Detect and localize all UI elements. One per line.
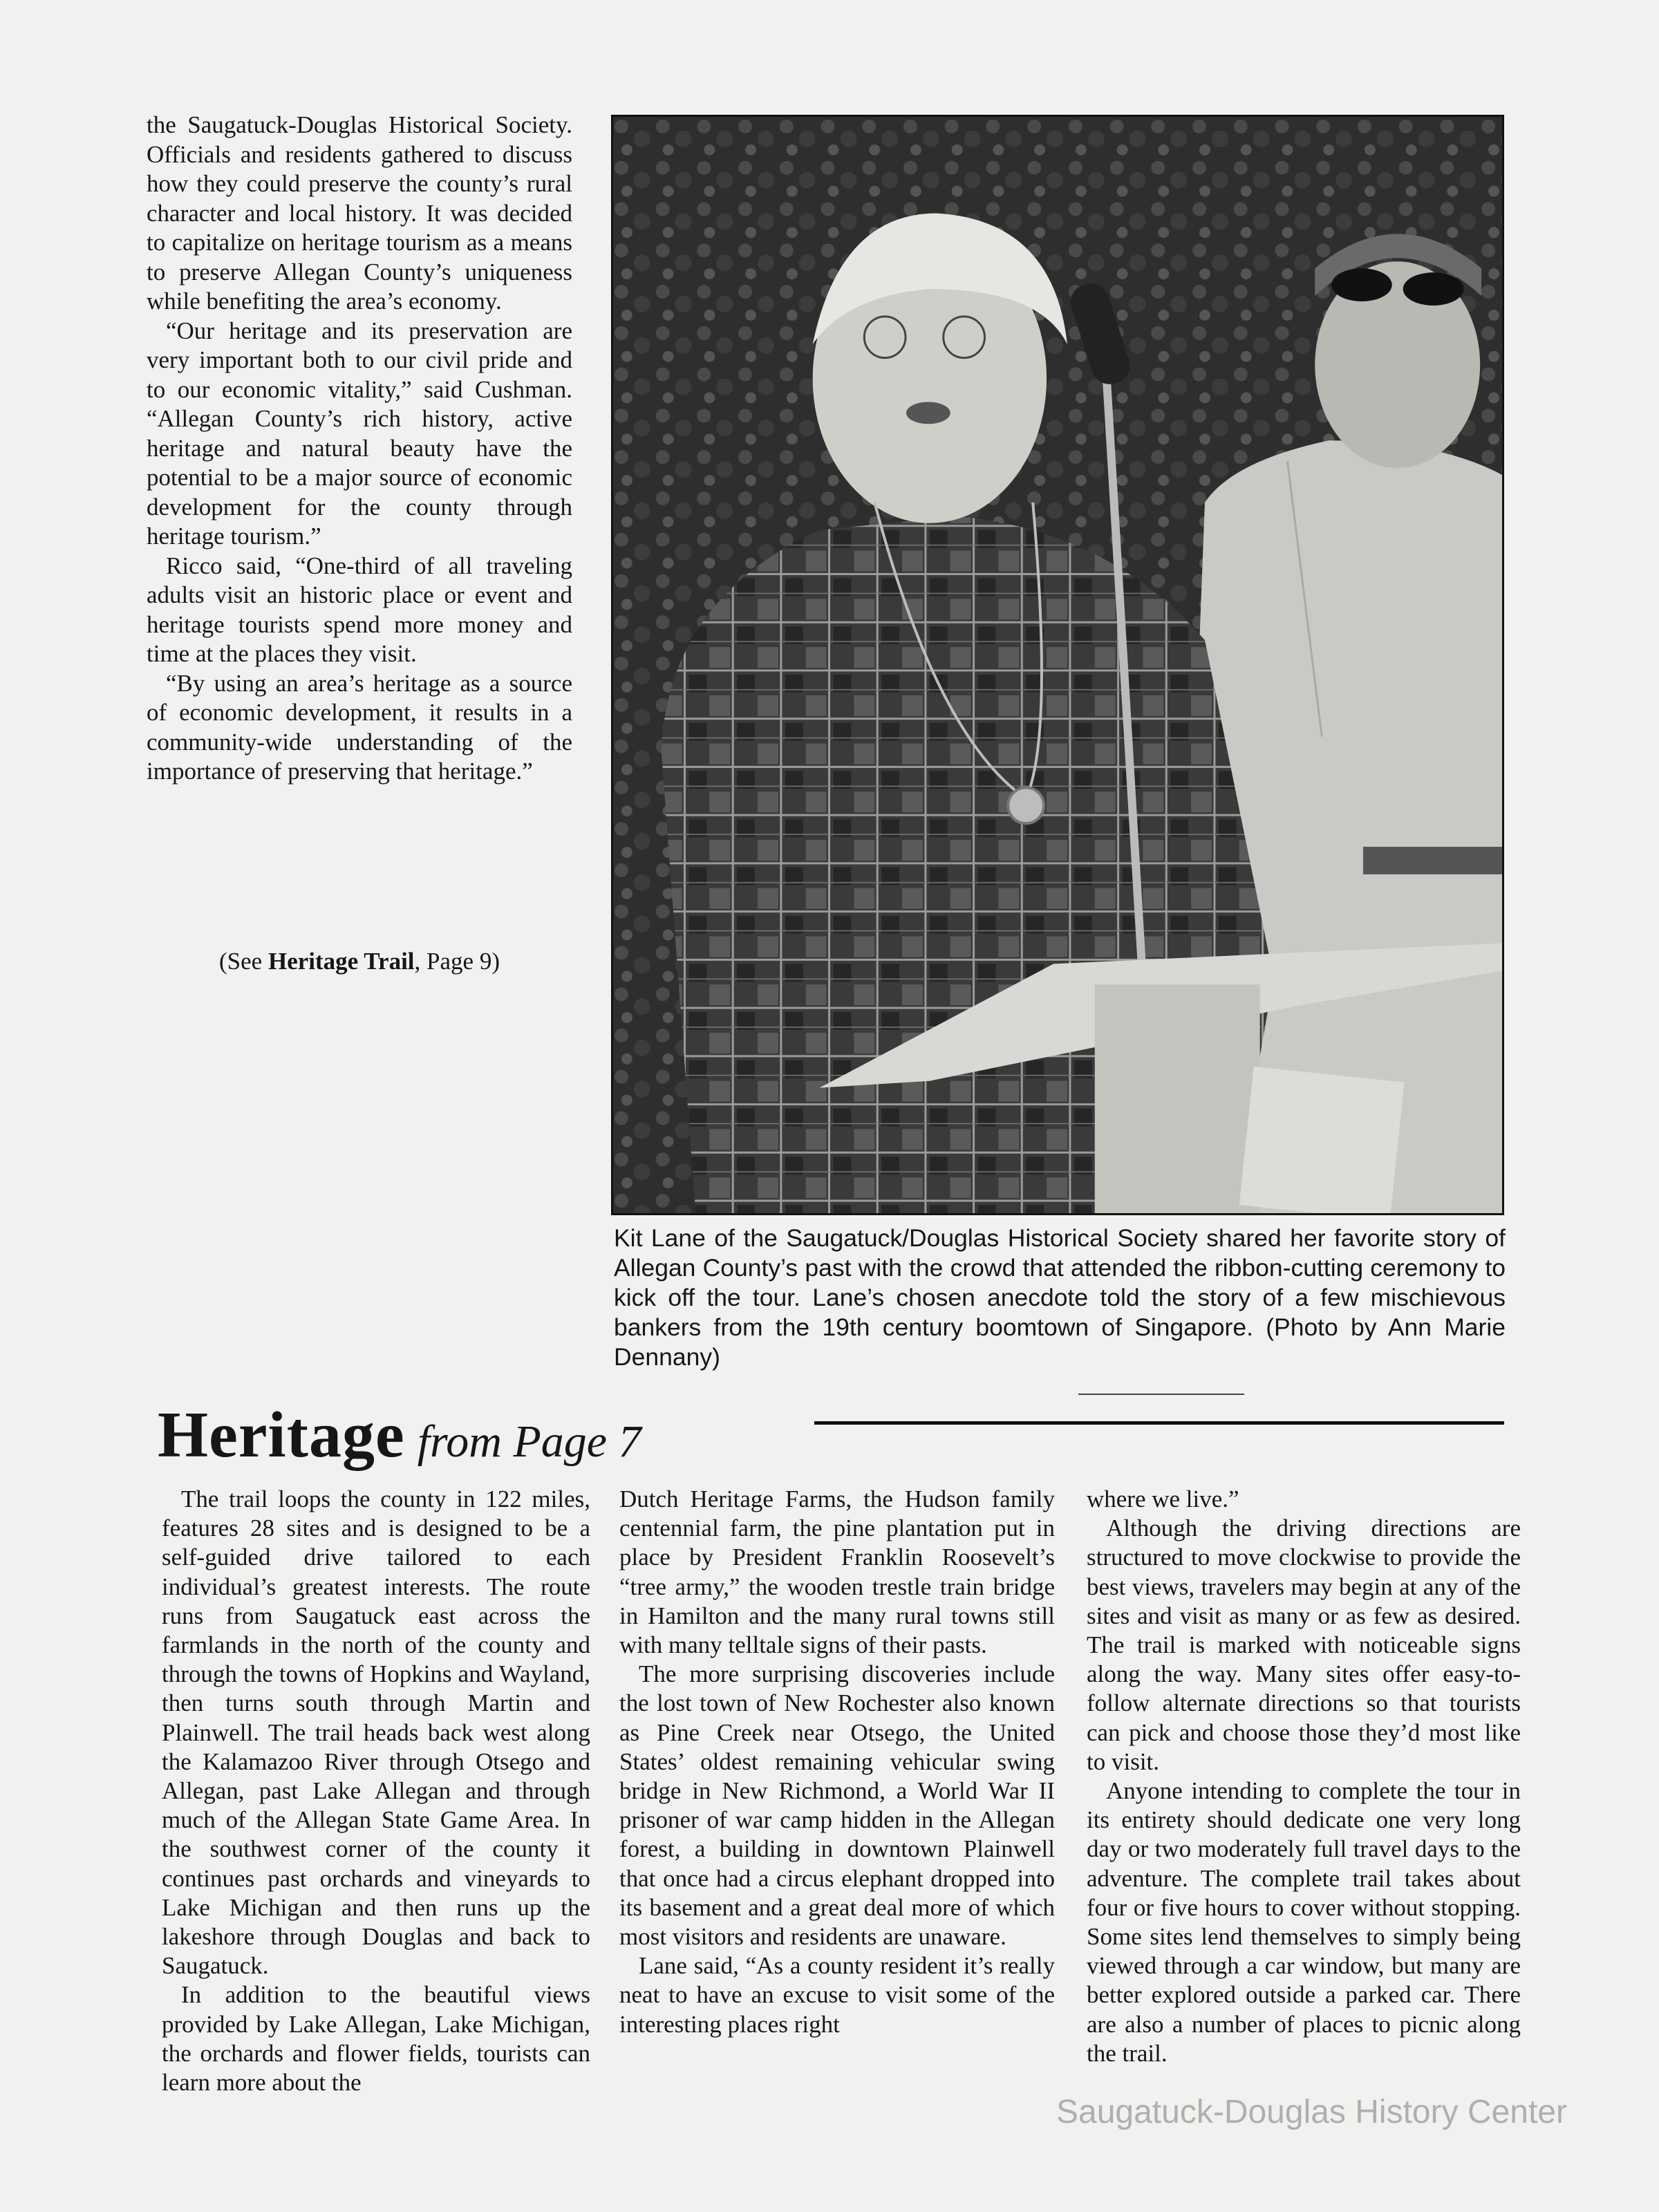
- article-paragraph: Lane said, “As a county resident it’s really neat to have an excuse to visit some of the interesting places right: [619, 1952, 1055, 2038]
- top-article-column: [147, 111, 572, 787]
- photo-caption: Kit Lane of the Saugatuck/Douglas Historical Society shared her favorite story of Allegan County’s past with the crowd that attended the ribbon-cutting ceremony to kick off the tour. Lane’s chosen anecdote told the story of a few mischievous bankers from the 19th century boomtown of Singapore. (Photo by Ann Marie Dennany): [614, 1224, 1506, 1371]
- headline-jump: from Page 7: [417, 1416, 641, 1467]
- article-paragraph: The trail loops the county in 122 miles, features 28 sites and is designed to be a self-guided drive tailored to each individual’s greatest interests. The route runs from Saugatuck east across the farmlands in the north of the county and through the towns of Hopkins and Wayland, then turns south through Martin and Plainwell. The trail heads back west along the Kalamazoo River through Otsego and Allegan, past Lake Allegan and through much of the Allegan State Game Area. In the southwest corner of the county it continues past orchards and vineyards to Lake Michigan and then runs up the lakeshore through Douglas and back to Saugatuck.: [162, 1485, 590, 1980]
- continuation-reference: [147, 947, 572, 976]
- bottom-article-column-3: [1087, 1485, 1521, 2068]
- see-page: , Page 9): [414, 948, 500, 975]
- article-paragraph: where we live.”: [1087, 1485, 1239, 1512]
- bottom-article-column-1: [162, 1485, 590, 2097]
- watermark: Saugatuck-Douglas History Center: [1056, 2094, 1568, 2130]
- article-paragraph: Dutch Heritage Farms, the Hudson family centennial farm, the pine plantation put in place by President Franklin Roosevelt’s “tree army,” the wooden trestle train bridge in Hamilton and the many rural towns still with many telltale signs of their pasts.: [619, 1485, 1055, 1659]
- photo-illustration: [613, 117, 1502, 1213]
- article-paragraph: “By using an area’s heritage as a source of economic development, it results in a community-wide understanding of the importance of preserving that heritage.”: [147, 669, 572, 785]
- article-paragraph: Ricco said, “One-third of all traveling adults visit an historic place or event and heritage tourists spend more money and time at the places they visit.: [147, 552, 572, 667]
- article-paragraph: The more surprising discoveries include the lost town of New Rochester also known as Pine Creek near Otsego, the United States’ oldest remaining vehicular swing bridge in New Richmond, a World War II prisoner of war camp hidden in the Allegan forest, a building in downtown Plainwell that once had a circus elephant dropped into its basement and a great deal more of which most visitors and residents are unaware.: [619, 1660, 1055, 1951]
- see-article-name: Heritage Trail: [268, 948, 415, 975]
- caption-divider: [1078, 1394, 1244, 1395]
- see-prefix: (See: [219, 948, 268, 975]
- news-photo: [611, 115, 1504, 1215]
- article-paragraph: the Saugatuck-Douglas Historical Society. Officials and residents gathered to discuss how they could preserve the county’s rural character and local history. It was decided to capitalize on heritage tourism as a means to preserve Allegan County’s uniqueness while benefiting the area’s economy.: [147, 111, 572, 315]
- headline: [158, 1398, 641, 1474]
- bottom-article-column-2: [619, 1485, 1055, 2039]
- article-paragraph: Anyone intending to complete the tour in its entirety should dedicate one very long day or two moderately full travel days to the adventure. The complete trail takes about four or five hours to cover without stopping. Some sites lend themselves to simply being viewed through a car window, but many are better explored outside a parked car. There are also a number of places to picnic along the trail.: [1087, 1777, 1521, 2067]
- article-paragraph: Although the driving directions are structured to move clockwise to provide the best views, travelers may begin at any of the sites and visit as many or as few as desired. The trail is marked with noticeable signs along the way. Many sites offer easy-to-follow alternate directions so that tourists can pick and choose those they’d most like to visit.: [1087, 1515, 1521, 1775]
- headline-title: Heritage: [158, 1399, 405, 1471]
- headline-rule: [814, 1421, 1504, 1425]
- article-paragraph: In addition to the beautiful views provided by Lake Allegan, Lake Michigan, the orchards and flower fields, tourists can learn more about the: [162, 1981, 590, 2097]
- article-paragraph: “Our heritage and its preservation are very important both to our civil pride and to our economic vitality,” said Cushman. “Allegan County’s rich history, active heritage and natural beauty have the potential to be a major source of economic development for the county through heritage tourism.”: [147, 317, 572, 550]
